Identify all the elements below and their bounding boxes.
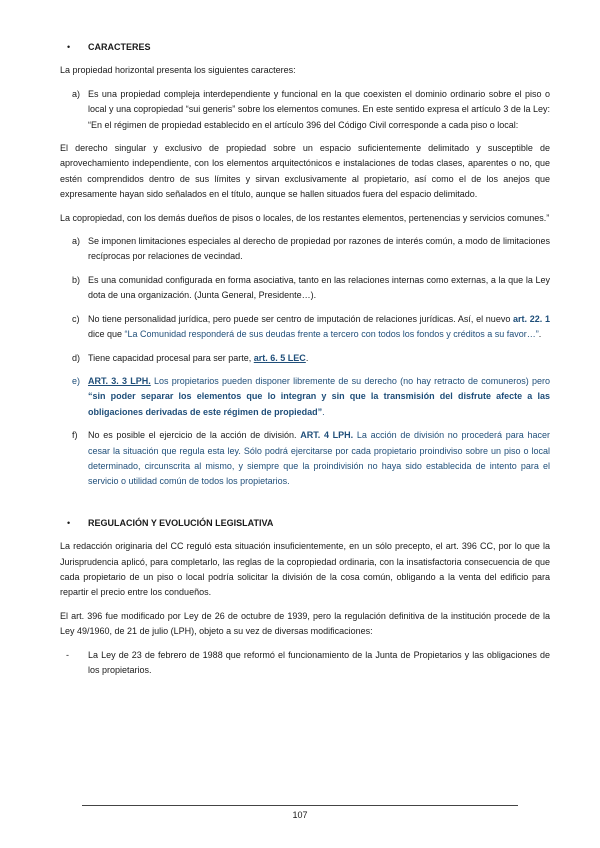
document-page bbox=[60, 40, 550, 686]
list-item-f bbox=[60, 428, 550, 490]
item-text: No es posible el ejercicio de la acción de división. bbox=[88, 430, 297, 441]
intro-paragraph: La propiedad horizontal presenta los siguientes caracteres: bbox=[60, 65, 296, 76]
list-item-ley-1988 bbox=[60, 648, 550, 679]
list-item-c bbox=[60, 312, 550, 343]
section-heading-regulacion bbox=[60, 516, 550, 531]
item-text: Es una comunidad configurada en forma asociativa, tanto en las relaciones internas como externas, a la que la Ley dota de una organización. (Junta General, Presidente…). bbox=[88, 274, 550, 301]
item-label: f) bbox=[72, 430, 78, 441]
page-number: 107 bbox=[292, 810, 308, 820]
paragraph-copropiedad: La copropiedad, con los demás dueños de pisos o locales, de los restantes elementos, pertenencias y servicios comunes.” bbox=[60, 212, 550, 223]
article-reference: art. 22. 1 bbox=[513, 313, 550, 324]
item-text: Los propietarios pueden disponer libremente de su derecho (no hay retracto de comuneros) pero bbox=[154, 375, 550, 386]
item-label: a) bbox=[72, 236, 81, 247]
item-text: Es una propiedad compleja interdependiente y funcional en la que coexisten el dominio ordinario sobre el piso o local y una copropiedad “sui generis” sobre los elementos comunes. En este sentido expresa el artículo 3 de la Ley: “En el régimen de propiedad establecido en el artículo 396 del Código Civil corresponde a cada piso o local: bbox=[88, 88, 550, 130]
heading-text: CARACTERES bbox=[88, 42, 151, 52]
list-item-a2 bbox=[60, 234, 550, 265]
article-link[interactable]: ART. 3. 3 LPH. bbox=[88, 375, 151, 386]
paragraph-art-396: El art. 396 fue modificado por Ley de 26 de octubre de 1939, pero la regulación definitiva de la institución procede de la Ley 49/1960, de 21 de julio (LPH), objeto a su vez de diversas modificaciones: bbox=[60, 610, 550, 637]
item-label: d) bbox=[72, 352, 81, 363]
list-item-b bbox=[60, 273, 550, 304]
item-text: Tiene capacidad procesal para ser parte, bbox=[88, 352, 252, 363]
paragraph-derecho-singular: El derecho singular y exclusivo de propiedad sobre un espacio suficientemente delimitado y susceptible de aprovechamiento independiente, con los elementos arquitectónicos e instalaciones de todas clases, aparentes o no, que estén comprendidos dentro de sus límites y sirvan exclusivamente al propietario, así como el de los anejos que expresamente hayan sido señalados en el título, aunque se hallen situados fuera del espacio delimitado. bbox=[60, 143, 550, 200]
bullet-icon: • bbox=[67, 42, 71, 52]
quoted-text: “La Comunidad responderá de sus deudas frente a tercero con todos los fondos y créditos a su favor…” bbox=[124, 329, 539, 340]
punctuation: . bbox=[322, 406, 325, 417]
bullet-icon: • bbox=[67, 517, 71, 528]
item-text: No tiene personalidad jurídica, pero puede ser centro de imputación de relaciones jurídicas. Así, el nuevo bbox=[88, 313, 511, 324]
punctuation: . bbox=[305, 352, 309, 363]
item-label: c) bbox=[72, 313, 80, 324]
section-heading-caracteres bbox=[60, 40, 550, 55]
item-text: La Ley de 23 de febrero de 1988 que reformó el funcionamiento de la Junta de Propietarios y las obligaciones de los propietarios. bbox=[88, 649, 550, 675]
quoted-text: “sin poder separar los elementos que lo integran y sin que la transmisión del disfrute afecte a las obligaciones derivadas de este régimen de propiedad” bbox=[88, 391, 550, 417]
quoted-text: La acción de división no procederá para hacer cesar la situación que regula esta ley. Sólo podrá ejercitarse por cada propietario proindiviso sobre un piso o local determinado, circunscrita al mismo, y siempre que la proindivisión no haya sido establecida de intento para el servicio o utilidad común de todos los propietarios. bbox=[88, 430, 550, 487]
list-item-d bbox=[60, 351, 550, 366]
article-link[interactable]: art. 6. 5 LEC bbox=[253, 352, 306, 363]
dash-marker: - bbox=[66, 649, 69, 660]
footer-divider bbox=[82, 805, 518, 806]
item-text: Se imponen limitaciones especiales al derecho de propiedad por razones de interés común, a modo de limitaciones recíprocas por relaciones de vecindad. bbox=[88, 236, 550, 262]
heading-text: REGULACIÓN Y EVOLUCIÓN LEGISLATIVA bbox=[88, 517, 274, 528]
item-label: b) bbox=[72, 274, 81, 285]
item-label: e) bbox=[72, 375, 81, 386]
item-text-mid: dice que bbox=[88, 329, 123, 340]
list-item-e bbox=[60, 374, 550, 420]
article-reference: ART. 4 LPH. bbox=[300, 430, 354, 441]
item-label: a) bbox=[72, 88, 81, 99]
list-item-a1 bbox=[60, 87, 550, 133]
punctuation: . bbox=[538, 329, 542, 340]
paragraph-redaccion-originaria: La redacción originaria del CC reguló esta situación insuficientemente, en un sólo precepto, el art. 396 CC, por lo que la Jurisprudencia aplicó, para completarlo, las reglas de la copropiedad ordinaria, con la insatisfactoria consecuencia de que cada propietario de un piso o local podría solicitar la división de la cosa común, obligando a la venta del edificio para repartir el precio entre los condueños. bbox=[60, 541, 550, 598]
